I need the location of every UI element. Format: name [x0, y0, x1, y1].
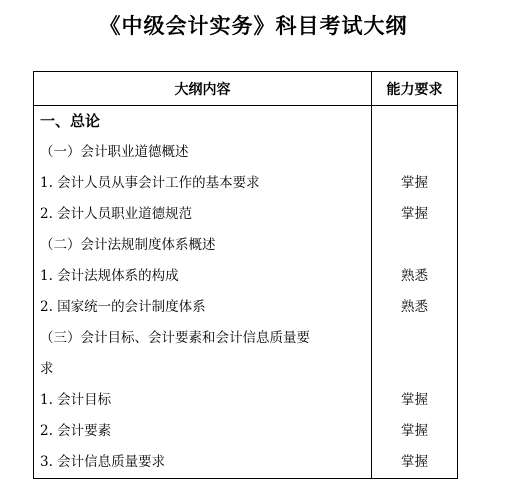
section-heading: （一）会计职业道德概述	[40, 144, 189, 160]
section-heading: （三）会计目标、会计要素和会计信息质量要	[40, 330, 310, 346]
list-item: 3. 会计信息质量要求	[40, 454, 166, 470]
requirement-cell	[372, 230, 457, 261]
requirement-cell	[372, 354, 457, 385]
outline-table	[33, 71, 458, 479]
requirement-cell: 掌握	[401, 392, 428, 408]
table-body-row	[34, 106, 458, 479]
table-header-row	[34, 72, 458, 106]
list-item: 2. 会计人员职业道德规范	[40, 206, 193, 222]
requirement-cell: 掌握	[401, 454, 428, 470]
requirement-cell	[372, 106, 457, 137]
requirement-column	[372, 106, 458, 479]
header-outline-content: 大纲内容	[34, 72, 372, 106]
requirement-cell: 熟悉	[401, 268, 428, 284]
requirement-cell	[372, 137, 457, 168]
list-item: 2. 会计要素	[40, 423, 112, 439]
list-item: 1. 会计目标	[40, 392, 112, 408]
section-heading-continued: 求	[40, 361, 54, 377]
requirement-cell	[372, 323, 457, 354]
chapter-heading: 一、总论	[40, 112, 101, 130]
list-item: 2. 国家统一的会计制度体系	[40, 299, 206, 315]
header-ability-requirement: 能力要求	[372, 72, 458, 106]
section-heading: （二）会计法规制度体系概述	[40, 237, 216, 253]
requirement-cell: 掌握	[401, 423, 428, 439]
document-title: 《中级会计实务》科目考试大纲	[99, 13, 408, 38]
requirement-cell: 掌握	[401, 175, 428, 191]
requirement-cell: 熟悉	[401, 299, 428, 315]
content-column	[34, 106, 372, 479]
requirement-cell: 掌握	[401, 206, 428, 222]
list-item: 1. 会计法规体系的构成	[40, 268, 179, 284]
list-item: 1. 会计人员从事会计工作的基本要求	[40, 175, 260, 191]
